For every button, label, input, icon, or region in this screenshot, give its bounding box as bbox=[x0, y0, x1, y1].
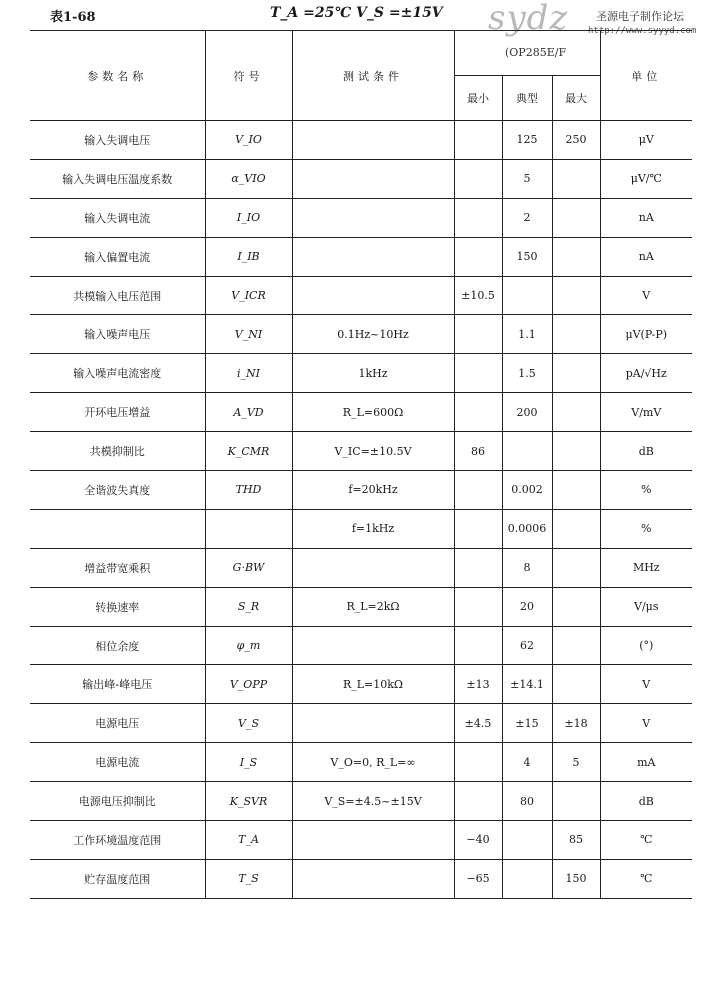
cell-test bbox=[292, 704, 454, 743]
cell-unit: μV bbox=[600, 121, 692, 160]
table-row bbox=[30, 587, 692, 626]
cell-symbol: K_CMR bbox=[205, 432, 292, 471]
cell-symbol: G·BW bbox=[205, 548, 292, 587]
cell-test bbox=[292, 159, 454, 198]
cell-symbol: THD bbox=[205, 471, 292, 510]
cell-max bbox=[552, 587, 600, 626]
cell-typ: 0.0006 bbox=[502, 509, 552, 548]
cell-typ: 4 bbox=[502, 743, 552, 782]
cell-min bbox=[454, 121, 502, 160]
cell-max bbox=[552, 626, 600, 665]
cell-max bbox=[552, 159, 600, 198]
table-row bbox=[30, 471, 692, 510]
table-row bbox=[30, 821, 692, 860]
cell-unit: μV/℃ bbox=[600, 159, 692, 198]
cell-symbol: I_IB bbox=[205, 237, 292, 276]
cell-param: 输入失调电压温度系数 bbox=[30, 159, 205, 198]
cell-typ bbox=[502, 821, 552, 860]
cell-unit: V/μs bbox=[600, 587, 692, 626]
cell-symbol: V_NI bbox=[205, 315, 292, 354]
cell-typ: ±15 bbox=[502, 704, 552, 743]
col-unit: 单位 bbox=[600, 31, 692, 121]
table-row bbox=[30, 121, 692, 160]
table-row bbox=[30, 626, 692, 665]
watermark-logo: sydz bbox=[488, 0, 569, 38]
cell-symbol: K_SVR bbox=[205, 782, 292, 821]
cell-unit: (°) bbox=[600, 626, 692, 665]
cell-typ: 125 bbox=[502, 121, 552, 160]
cell-param: 增益带宽乘积 bbox=[30, 548, 205, 587]
cell-test: V_O=0, R_L=∞ bbox=[292, 743, 454, 782]
cell-test bbox=[292, 276, 454, 315]
cell-typ: 150 bbox=[502, 237, 552, 276]
cell-symbol: T_A bbox=[205, 821, 292, 860]
cell-min bbox=[454, 393, 502, 432]
table-body bbox=[30, 121, 692, 899]
cell-typ: 0.002 bbox=[502, 471, 552, 510]
cell-param: 输出峰-峰电压 bbox=[30, 665, 205, 704]
watermark-name: 圣源电子制作论坛 bbox=[596, 10, 684, 23]
cell-param: 共模抑制比 bbox=[30, 432, 205, 471]
cell-test bbox=[292, 626, 454, 665]
cell-symbol: I_IO bbox=[205, 198, 292, 237]
col-typ: 典型 bbox=[502, 76, 552, 121]
watermark-url: http://www.syyyd.com bbox=[588, 26, 697, 36]
cell-param: 全谐波失真度 bbox=[30, 471, 205, 510]
cell-max bbox=[552, 315, 600, 354]
cell-typ: 2 bbox=[502, 198, 552, 237]
cell-symbol: V_IO bbox=[205, 121, 292, 160]
cell-min bbox=[454, 237, 502, 276]
cell-unit: MHz bbox=[600, 548, 692, 587]
cell-symbol: φ_m bbox=[205, 626, 292, 665]
cell-test: 1kHz bbox=[292, 354, 454, 393]
cell-min bbox=[454, 743, 502, 782]
cell-typ: 20 bbox=[502, 587, 552, 626]
cell-test: V_IC=±10.5V bbox=[292, 432, 454, 471]
cell-unit: V bbox=[600, 276, 692, 315]
cell-typ: 200 bbox=[502, 393, 552, 432]
cell-param: 输入失调电流 bbox=[30, 198, 205, 237]
cell-typ: 5 bbox=[502, 159, 552, 198]
cell-param: 工作环境温度范围 bbox=[30, 821, 205, 860]
cell-typ: 8 bbox=[502, 548, 552, 587]
cell-symbol: I_S bbox=[205, 743, 292, 782]
cell-param bbox=[30, 509, 205, 548]
cell-min bbox=[454, 354, 502, 393]
cell-symbol: α_VIO bbox=[205, 159, 292, 198]
cell-unit: % bbox=[600, 471, 692, 510]
cell-typ: 80 bbox=[502, 782, 552, 821]
cell-min bbox=[454, 198, 502, 237]
cell-test: f=1kHz bbox=[292, 509, 454, 548]
cell-unit: nA bbox=[600, 237, 692, 276]
cell-min: 86 bbox=[454, 432, 502, 471]
cell-max bbox=[552, 198, 600, 237]
cell-unit: mA bbox=[600, 743, 692, 782]
cell-param: 输入噪声电压 bbox=[30, 315, 205, 354]
cell-test: V_S=±4.5~±15V bbox=[292, 782, 454, 821]
cell-min bbox=[454, 548, 502, 587]
cell-param: 输入噪声电流密度 bbox=[30, 354, 205, 393]
cell-param: 转换速率 bbox=[30, 587, 205, 626]
col-values-group bbox=[454, 31, 600, 76]
cell-unit: pA/√Hz bbox=[600, 354, 692, 393]
col-test: 测试条件 bbox=[292, 31, 454, 121]
table-header bbox=[30, 31, 692, 121]
cell-max bbox=[552, 509, 600, 548]
cell-test: 0.1Hz~10Hz bbox=[292, 315, 454, 354]
cell-max bbox=[552, 471, 600, 510]
col-symbol: 符号 bbox=[205, 31, 292, 121]
model-tag: (OP285E/F bbox=[505, 46, 567, 59]
cell-param: 电源电压 bbox=[30, 704, 205, 743]
table-row bbox=[30, 198, 692, 237]
cell-param: 输入失调电压 bbox=[30, 121, 205, 160]
table-row bbox=[30, 743, 692, 782]
cell-max bbox=[552, 665, 600, 704]
cell-max bbox=[552, 237, 600, 276]
cell-unit: dB bbox=[600, 782, 692, 821]
table-number: 表1-68 bbox=[50, 10, 96, 25]
cell-typ bbox=[502, 859, 552, 898]
cell-param: 相位余度 bbox=[30, 626, 205, 665]
table-row bbox=[30, 393, 692, 432]
cell-param: 输入偏置电流 bbox=[30, 237, 205, 276]
cell-max bbox=[552, 276, 600, 315]
cell-max: 5 bbox=[552, 743, 600, 782]
cell-param: 电源电压抑制比 bbox=[30, 782, 205, 821]
table-row bbox=[30, 782, 692, 821]
cell-min bbox=[454, 626, 502, 665]
cell-min bbox=[454, 587, 502, 626]
table-row bbox=[30, 509, 692, 548]
cell-symbol: A_VD bbox=[205, 393, 292, 432]
cell-typ: 1.5 bbox=[502, 354, 552, 393]
cell-min: ±13 bbox=[454, 665, 502, 704]
cell-max bbox=[552, 782, 600, 821]
cell-min bbox=[454, 471, 502, 510]
cell-unit: V bbox=[600, 704, 692, 743]
cell-max: 85 bbox=[552, 821, 600, 860]
cell-typ: ±14.1 bbox=[502, 665, 552, 704]
cell-max: 150 bbox=[552, 859, 600, 898]
cell-unit: % bbox=[600, 509, 692, 548]
table-row bbox=[30, 159, 692, 198]
col-param: 参数名称 bbox=[30, 31, 205, 121]
cell-test bbox=[292, 198, 454, 237]
cell-test: R_L=2kΩ bbox=[292, 587, 454, 626]
cell-unit: V/mV bbox=[600, 393, 692, 432]
cell-min: ±4.5 bbox=[454, 704, 502, 743]
table-row bbox=[30, 665, 692, 704]
col-min: 最小 bbox=[454, 76, 502, 121]
cell-symbol: V_OPP bbox=[205, 665, 292, 704]
cell-test bbox=[292, 859, 454, 898]
table-row bbox=[30, 548, 692, 587]
cell-test: f=20kHz bbox=[292, 471, 454, 510]
cell-max bbox=[552, 548, 600, 587]
cell-max bbox=[552, 393, 600, 432]
cell-symbol: V_S bbox=[205, 704, 292, 743]
cell-symbol: T_S bbox=[205, 859, 292, 898]
table-row bbox=[30, 315, 692, 354]
cell-min bbox=[454, 782, 502, 821]
table-row bbox=[30, 432, 692, 471]
table-row bbox=[30, 704, 692, 743]
cell-unit: ℃ bbox=[600, 859, 692, 898]
cell-param: 贮存温度范围 bbox=[30, 859, 205, 898]
spec-table bbox=[30, 30, 692, 899]
cell-unit: V bbox=[600, 665, 692, 704]
cell-typ: 62 bbox=[502, 626, 552, 665]
cell-min: −65 bbox=[454, 859, 502, 898]
cell-typ bbox=[502, 276, 552, 315]
cell-min bbox=[454, 315, 502, 354]
cell-test bbox=[292, 548, 454, 587]
cell-param: 开环电压增益 bbox=[30, 393, 205, 432]
cell-max bbox=[552, 354, 600, 393]
cell-test bbox=[292, 121, 454, 160]
cell-max bbox=[552, 432, 600, 471]
cell-typ bbox=[502, 432, 552, 471]
cell-symbol bbox=[205, 509, 292, 548]
cell-symbol: V_ICR bbox=[205, 276, 292, 315]
cell-param: 共模输入电压范围 bbox=[30, 276, 205, 315]
cell-unit: ℃ bbox=[600, 821, 692, 860]
table-row bbox=[30, 354, 692, 393]
cell-symbol: i_NI bbox=[205, 354, 292, 393]
table-row bbox=[30, 276, 692, 315]
cell-test bbox=[292, 821, 454, 860]
cell-min: −40 bbox=[454, 821, 502, 860]
cell-symbol: S_R bbox=[205, 587, 292, 626]
cell-param: 电源电流 bbox=[30, 743, 205, 782]
cell-typ: 1.1 bbox=[502, 315, 552, 354]
cell-max: 250 bbox=[552, 121, 600, 160]
cell-test bbox=[292, 237, 454, 276]
cell-unit: nA bbox=[600, 198, 692, 237]
test-conditions: T_A =25℃ V_S =±15V bbox=[270, 5, 443, 21]
cell-unit: μV(P-P) bbox=[600, 315, 692, 354]
col-max: 最大 bbox=[552, 76, 600, 121]
cell-max: ±18 bbox=[552, 704, 600, 743]
cell-unit: dB bbox=[600, 432, 692, 471]
cell-min bbox=[454, 509, 502, 548]
cell-test: R_L=600Ω bbox=[292, 393, 454, 432]
table-row bbox=[30, 237, 692, 276]
cell-test: R_L=10kΩ bbox=[292, 665, 454, 704]
table-row bbox=[30, 859, 692, 898]
cell-min bbox=[454, 159, 502, 198]
cell-min: ±10.5 bbox=[454, 276, 502, 315]
